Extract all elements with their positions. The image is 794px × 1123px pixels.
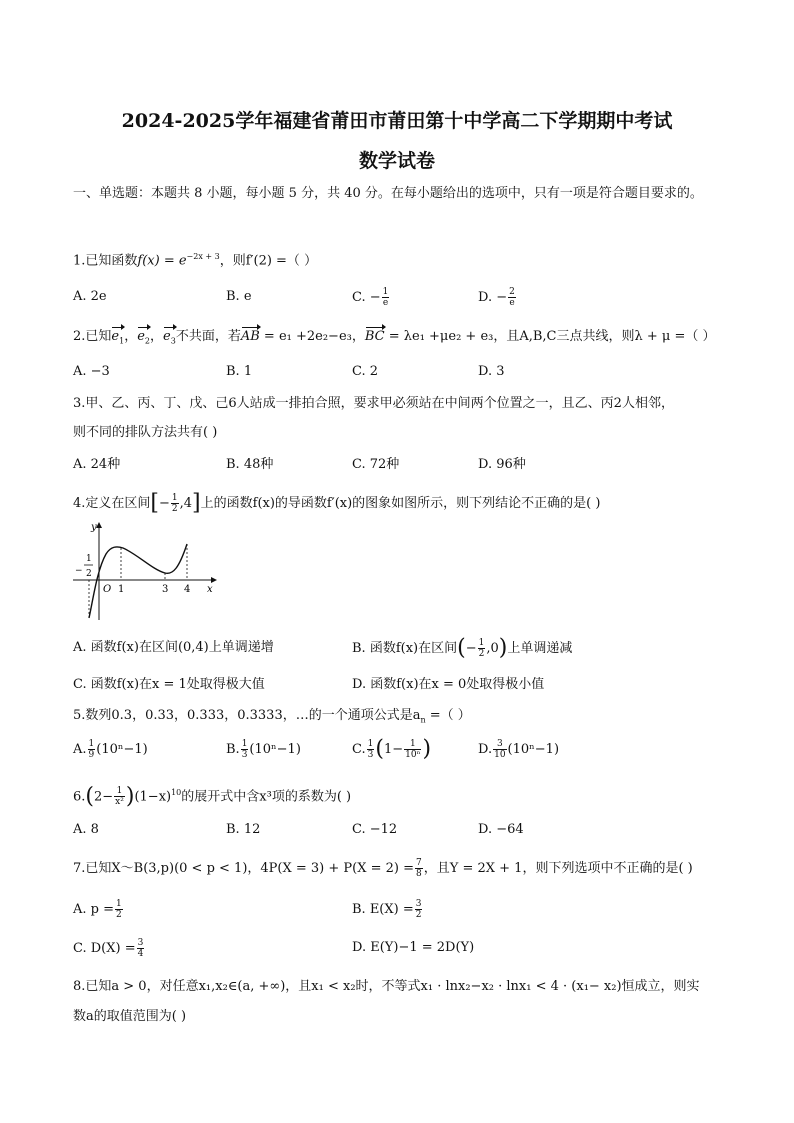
question-7-option-a: A. p = $\frac{1}{2}$ <box>73 899 122 920</box>
question-3-option-c: C. 72种 <box>352 457 400 472</box>
question-8-stem-line1: 8.已知a > 0，对任意x₁,x₂∈(a, +∞)，且x₁ < x₂时，不等式x₁ · lnx₂−x₂ · lnx₁ < 4 · (x₁− x₂)恒成立，则实 <box>73 979 700 994</box>
question-7-option-c: C. D(X) = $\frac{3}{4}$ <box>73 938 144 959</box>
question-1-option-c: C. − $\frac{1}{e}$ <box>352 287 389 308</box>
y-label: y <box>91 522 97 533</box>
question-5-option-c: C. $\frac{1}{3}$ (1− $\frac{1}{\text{10ⁿ}}$ ) <box>352 736 432 762</box>
question-5-stem: 5.数列0.3，0.33，0.333，0.3333，…的一个通项公式是$a_n$ =（ ） <box>73 708 471 725</box>
x-axis-arrow <box>211 577 217 583</box>
question-6-option-b: B. 12 <box>226 822 261 837</box>
question-2-option-b: B. 1 <box>226 364 253 379</box>
y-axis-arrow <box>96 522 102 528</box>
question-1-option-a: A. 2e <box>73 289 107 304</box>
exam-title: 2024-2025学年福建省莆田市莆田第十中学高二下学期期中考试 <box>121 110 673 132</box>
tick-neg-den: 2 <box>86 569 92 579</box>
question-6-option-a: A. 8 <box>73 822 99 837</box>
question-7-stem: 7.已知X～B(3,p)(0 < p < 1)，4P(X = 3) + P(X = 2) = $\frac{7}{8}$ ，且Y = 2X + 1，则下列选项中不正确的是( ) <box>73 858 693 879</box>
question-3-stem-line1: 3.甲、乙、丙、丁、戊、己6人站成一排拍合照，要求甲必须站在中间两个位置之一，且乙、丙2人相邻， <box>73 396 674 411</box>
question-1-option-b: B. e <box>226 289 252 304</box>
tick-neg-sign: − <box>75 566 83 576</box>
question-4-option-c: C. 函数f(x)在x = 1处取得极大值 <box>73 677 265 692</box>
tick-4: 4 <box>184 584 191 595</box>
question-6-option-c: C. −12 <box>352 822 398 837</box>
question-6-option-d: D. −64 <box>478 822 524 837</box>
derivative-graph <box>73 520 218 625</box>
question-3-option-d: D. 96种 <box>478 457 526 472</box>
question-2-option-d: D. 3 <box>478 364 505 379</box>
question-2-option-c: C. 2 <box>352 364 379 379</box>
question-2-option-a: A. −3 <box>73 364 110 379</box>
question-3-option-b: B. 48种 <box>226 457 274 472</box>
question-7-option-d: D. E(Y)−1 = 2D(Y) <box>352 940 475 955</box>
question-5-option-d: D. $\frac{3}{10}$ (10ⁿ−1) <box>478 739 560 760</box>
x-label: x <box>207 584 213 595</box>
tick-1: 1 <box>118 584 125 595</box>
question-4-option-a: A. 函数f(x)在区间(0,4)上单调递增 <box>73 640 274 655</box>
question-1-stem: 1.已知函数$f(x) = e^{-2x + 3}$，则f′(2) =（ ） <box>73 252 318 269</box>
question-1-option-d: D. − $\frac{2}{e}$ <box>478 287 515 308</box>
question-3-option-a: A. 24种 <box>73 457 121 472</box>
question-7-option-b: B. E(X) = $\frac{3}{2}$ <box>352 899 422 920</box>
exam-subtitle: 数学试卷 <box>358 150 435 172</box>
question-5-option-a: A. $\frac{1}{9}$ (10ⁿ−1) <box>73 739 148 760</box>
question-4-option-b: B. 函数f(x)在区间(− $\frac{1}{2}$ ,0)上单调递减 <box>352 635 573 661</box>
question-3-stem-line2: 则不同的排队方法共有( ) <box>73 425 218 440</box>
question-5-option-b: B. $\frac{1}{3}$ (10ⁿ−1) <box>226 739 301 760</box>
question-4-stem: 4.定义在区间[− $\frac{1}{2}$ ,4]上的函数f(x)的导函数f′(x)的图象如图所示，则下列结论不正确的是( ) <box>73 490 601 516</box>
question-4-option-d: D. 函数f(x)在x = 0处取得极小值 <box>352 677 545 692</box>
tick-3: 3 <box>162 584 169 595</box>
origin-label: O <box>103 584 112 595</box>
question-8-stem-line2: 数a的取值范围为( ) <box>73 1009 187 1024</box>
derivative-curve <box>89 544 187 618</box>
tick-neg-num: 1 <box>86 554 92 564</box>
section-heading: 一、单选题：本题共 8 小题，每小题 5 分，共 40 分。在每小题给出的选项中，只有一项是符合题目要求的。 <box>73 186 703 201</box>
question-6-stem: 6.(2− $\frac{1}{\text{x²}}$ )$(1-x)^{10}$的展开式中含x³项的系数为( ) <box>73 783 352 809</box>
question-2-stem: 2.已知$e_1$，$e_2$，$e_3$不共面，若AB = e₁ +2e₂−e₃，BC = λe₁ +μe₂ + e₃，且A,B,C三点共线，则λ + μ =（ ） <box>73 327 716 352</box>
